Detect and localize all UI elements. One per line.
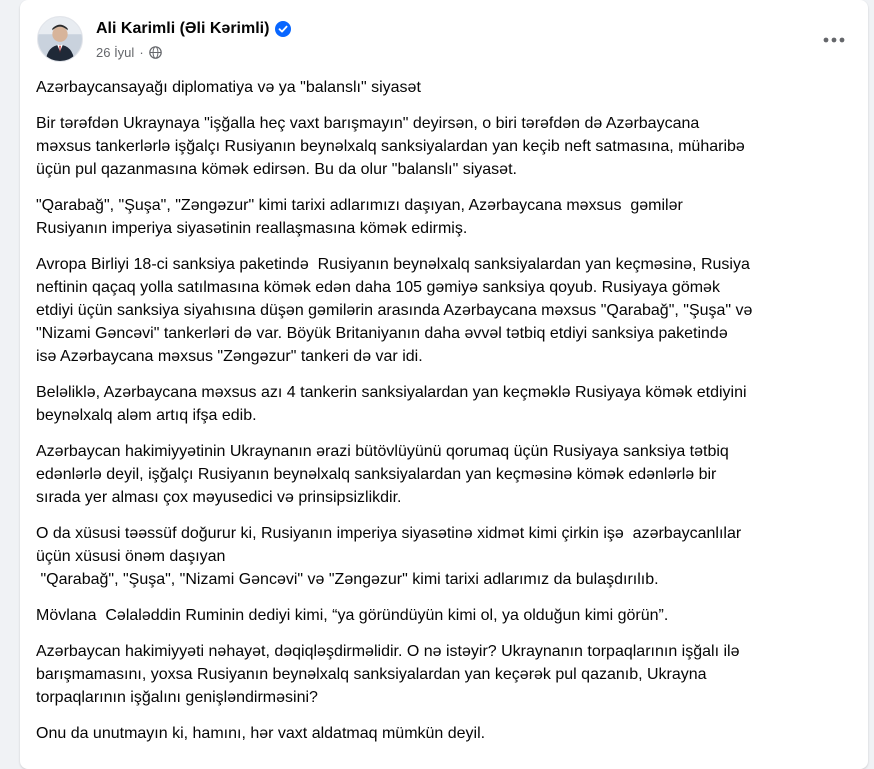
author-name-row (96, 20, 291, 38)
post-text-line: Avropa Birliyi 18-ci sanksiya paketində Rusiyanın beynəlxalq sanksiyalardan yan keçməsinə, Rusiya (36, 256, 750, 273)
post-text-line: üçün pul qazanmasına kömək edirsən. Bu da olur "balanslı" siyasət. (36, 161, 517, 178)
post-header (20, 0, 868, 78)
post-text-line: O da xüsusi təəssüf doğurur ki, Rusiyanın imperiya siyasətinə xidmət kimi çirkin işə azərbaycanlılar (36, 525, 742, 542)
post-text-line: neftinin qaçaq yolla satılmasına kömək edən daha 105 gəmiyə sanksiya qoyub. Rusiyaya gömək (36, 279, 720, 296)
post-paragraph (36, 381, 856, 427)
post-text-line: etdiyi üçün sanksiya siyahısına düşən gəmilərin arasında Azərbaycana məxsus "Qarabağ", "Şuşa" və (36, 302, 753, 319)
post-text-line: Azərbaycan hakimiyyətinin Ukraynanın ərazi bütövlüyünü qorumaq üçün Rusiyaya sanksiya tətbiq (36, 443, 729, 460)
post-text-line: Mövlana Cəlaləddin Ruminin dediyi kimi, “ya göründüyün kimi ol, ya olduğun kimi görün”. (36, 607, 669, 624)
post-text-line: məxsus tankerlərlə işğalçı Rusiyanın beynəlxalq sanksiyalardan yan keçib neft satmasına, müharibə (36, 138, 745, 155)
post-paragraph (36, 722, 856, 745)
post-paragraph (36, 194, 856, 240)
post-text-line: Beləliklə, Azərbaycana məxsus azı 4 tankerin sanksiyalardan yan keçməklə Rusiyaya kömək etdiyini (36, 384, 747, 401)
post-text-line: Azərbaycan hakimiyyəti nəhayət, dəqiqləşdirməlidir. O nə istəyir? Ukraynanın torpaqlarının işğalı ilə (36, 643, 740, 660)
author-name[interactable]: Ali Karimli (Əli Kərimli) (96, 20, 270, 37)
meta-separator: · (139, 45, 144, 60)
more-options-icon (823, 37, 845, 43)
post-text-line: Onu da unutmayın ki, hamını, hər vaxt aldatmaq mümkün deyil. (36, 725, 486, 742)
avatar[interactable] (37, 16, 83, 62)
post-text-line: "Nizami Gəncəvi" tankerləri də var. Böyük Britaniyanın daha əvvəl tətbiq etdiyi sanksiya paketində (36, 325, 728, 342)
post-body (36, 76, 856, 758)
post-text-line: "Qarabağ", "Şuşa", "Zəngəzur" kimi tarixi adlarımızı daşıyan, Azərbaycana məxsus gəmilər (36, 197, 683, 214)
post-title (36, 76, 856, 99)
post-text-line: sırada yer alması çox məyusedici və prinsipsizlikdir. (36, 489, 402, 506)
post-paragraph (36, 440, 856, 509)
post-text-line: edənlərlə deyil, işğalçı Rusiyanın beynəlxalq sanksiyalardan yan keçməsinə kömək edənlərlə bir (36, 466, 717, 483)
post-meta (96, 45, 162, 60)
post-paragraph (36, 604, 856, 627)
post-paragraph (36, 522, 856, 591)
post-text-line: Bir tərəfdən Ukraynaya "işğalla heç vaxt barışmayın" deyirsən, o biri tərəfdən də Azərbaycana (36, 115, 700, 132)
post-text-line: Rusiyanın imperiya siyasətinin reallaşmasına kömək edirmiş. (36, 220, 468, 237)
verified-badge-icon (275, 21, 291, 37)
post-text-line: beynəlxalq aləm artıq ifşa edib. (36, 407, 257, 424)
globe-icon[interactable] (149, 46, 162, 59)
profile-photo-icon (38, 17, 82, 61)
post-paragraph (36, 640, 856, 709)
post-card (20, 0, 868, 769)
post-date[interactable]: 26 İyul (96, 45, 135, 60)
post-text-line: barışmamasını, yoxsa Rusiyanın beynəlxalq sanksiyalardan yan keçərək pul qazanıb, Ukrayna (36, 666, 707, 683)
post-text-line: Azərbaycansayağı diplomatiya və ya "balanslı" siyasət (36, 79, 421, 96)
post-text-line: üçün xüsusi önəm daşıyan (36, 548, 226, 565)
post-paragraph (36, 253, 856, 368)
post-text-line: isə Azərbaycana məxsus "Zəngəzur" tankeri də var idi. (36, 348, 423, 365)
post-paragraph (36, 112, 856, 181)
post-text-line: torpaqlarının işğalını genişləndirməsini? (36, 689, 318, 706)
post-text-line: "Qarabağ", "Şuşa", "Nizami Gəncəvi" və "Zəngəzur" kimi tarixi adlarımız da bulaşdırılıb. (36, 571, 659, 588)
more-options-button[interactable] (816, 26, 852, 54)
